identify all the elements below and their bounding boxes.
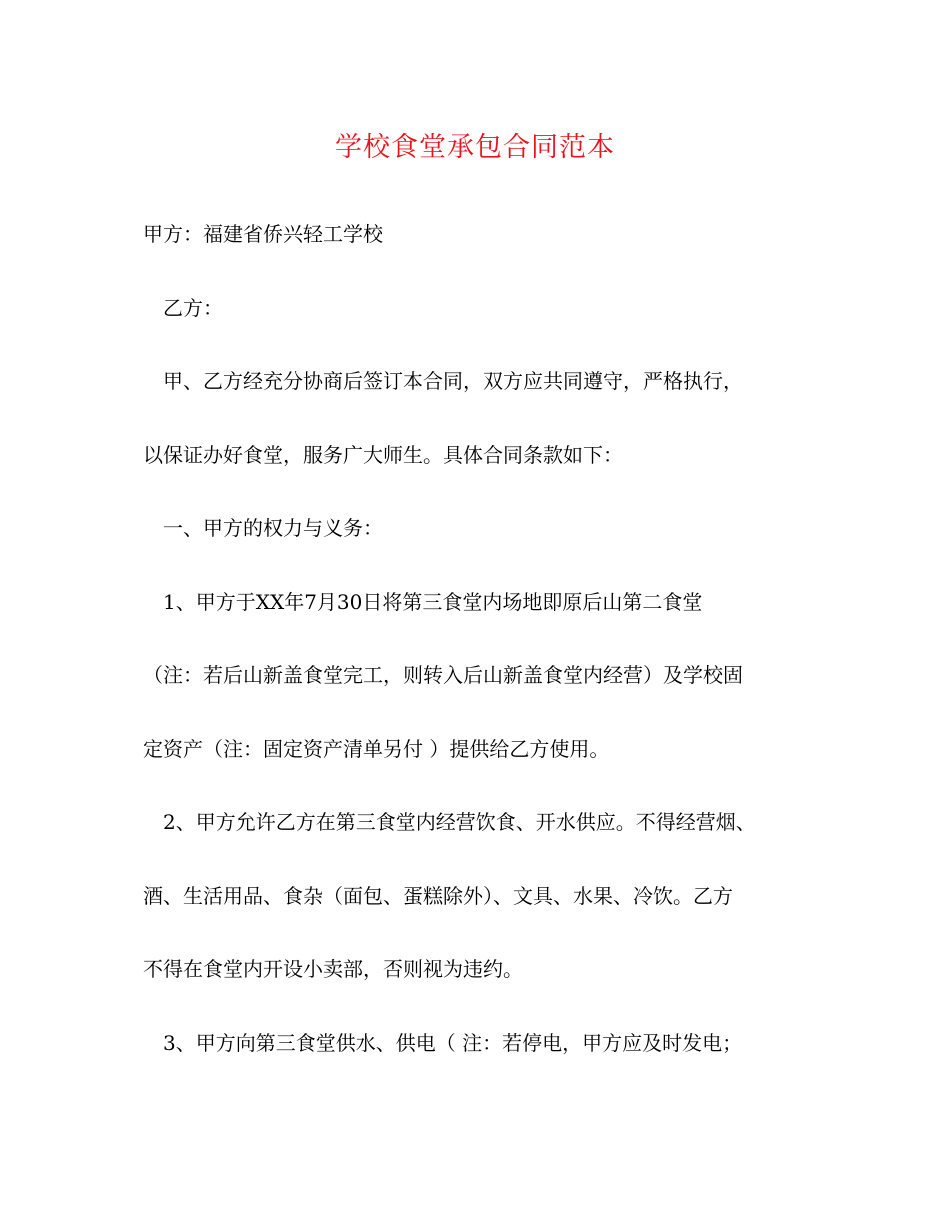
body-line: 甲、乙方经充分协商后签订本合同，双方应共同遵守，严格执行， bbox=[163, 369, 743, 393]
body-line: 酒、生活用品、食杂（面包、蛋糕除外）、文具、水果、冷饮。乙方 bbox=[143, 883, 733, 908]
document-body bbox=[143, 212, 803, 1094]
body-line: （注：若后山新盖食堂完工，则转入后山新盖食堂内经营）及学校固 bbox=[143, 663, 743, 687]
body-line: 不得在食堂内开设小卖部，否则视为违约。 bbox=[143, 957, 523, 981]
body-line: 甲方：福建省侨兴轻工学校 bbox=[143, 222, 383, 246]
document-title: 学校食堂承包合同范本 bbox=[335, 132, 615, 163]
body-line: 2、甲方允许乙方在第三食堂内经营饮食、开水供应。不得经营烟、 bbox=[163, 810, 756, 834]
body-line: 一、甲方的权力与义务： bbox=[163, 516, 383, 540]
body-line: 3、甲方向第三食堂供水、供电（ 注：若停电，甲方应及时发电； bbox=[163, 1030, 743, 1055]
body-line: 定资产（注：固定资产清单另付 ）提供给乙方使用。 bbox=[143, 736, 610, 761]
body-line: 1、甲方于XX年7月30日将第三食堂内场地即原后山第二食堂 bbox=[163, 589, 703, 614]
body-line: 以保证办好食堂，服务广大师生。具体合同条款如下： bbox=[143, 442, 623, 467]
body-line: 乙方： bbox=[163, 295, 223, 320]
